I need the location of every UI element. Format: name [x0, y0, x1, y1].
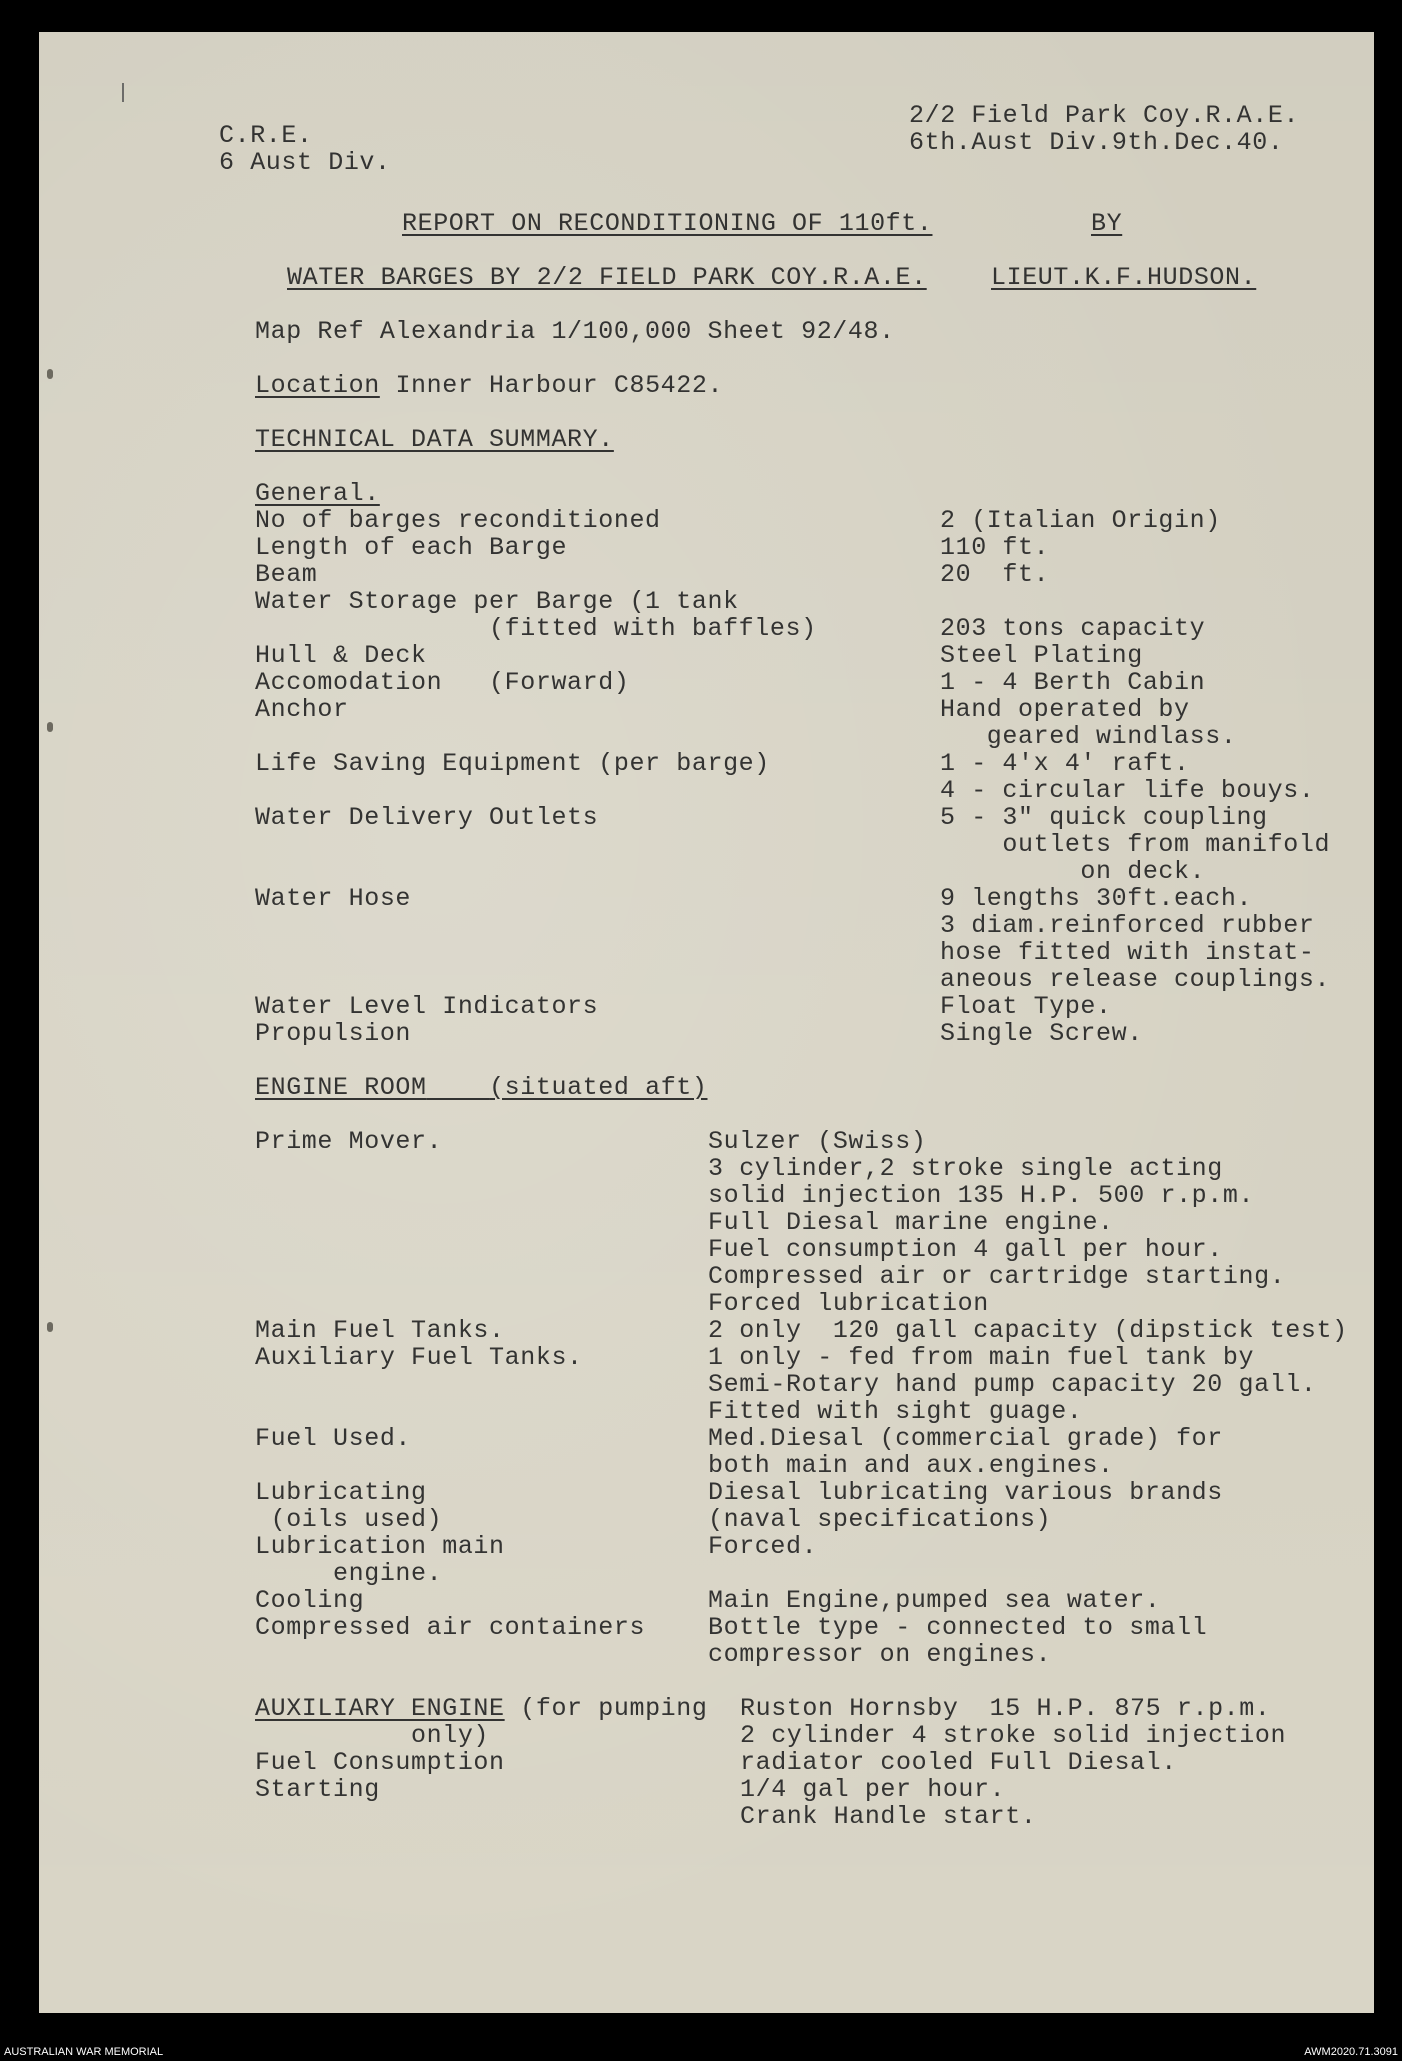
summary-heading: TECHNICAL DATA SUMMARY.	[255, 425, 614, 454]
engine-row-label: Lubricating (oils used) Lubrication main engine.	[255, 1478, 505, 1588]
engine-row-label: Prime Mover.	[255, 1127, 443, 1156]
general-row-value: 1 - 4'x 4' raft. 4 - circular life bouys.	[940, 749, 1315, 805]
general-row-value: 2 (Italian Origin)	[940, 506, 1221, 535]
general-row-label: Length of each Barge	[255, 533, 568, 562]
recipient-block: C.R.E. 6 Aust Div.	[219, 121, 391, 177]
general-row-label: Water Delivery Outlets	[255, 803, 599, 832]
location-line	[255, 372, 723, 399]
report-title-by: BY	[1091, 209, 1123, 238]
engine-room-heading: ENGINE ROOM	[255, 1073, 427, 1102]
report-title-line2: WATER BARGES BY 2/2 FIELD PARK COY.R.A.E.	[287, 263, 927, 292]
general-row-label: Life Saving Equipment (per barge)	[255, 749, 770, 778]
engine-row-value: Med.Diesal (commercial grade) for both main and aux.engines.	[708, 1424, 1223, 1480]
engine-room-note: (situated aft)	[489, 1073, 708, 1102]
document-page	[39, 32, 1374, 2013]
general-row-value: 9 lengths 30ft.each. 3 diam.reinforced rubber hose fitted with instat- aneous release couplings.	[940, 884, 1331, 994]
engine-row-value: 2 only 120 gall capacity (dipstick test) 1 only - fed from main fuel tank by Semi-Rotary hand pump capacity 20 gall. Fitted with sight guage.	[708, 1316, 1348, 1426]
general-row-value: 1 - 4 Berth Cabin	[940, 668, 1206, 697]
general-row-label: No of barges reconditioned	[255, 506, 661, 535]
general-row-value: 20 ft.	[940, 560, 1050, 589]
general-row-label: Water Hose	[255, 884, 412, 913]
engine-row-value: Diesal lubricating various brands (naval specifications) Forced.	[708, 1478, 1223, 1561]
location-label: Location	[255, 371, 380, 400]
margin-mark: |	[117, 82, 130, 105]
general-row-label: Anchor	[255, 695, 349, 724]
auxiliary-engine-note: (for pumping only)	[411, 1694, 708, 1750]
footer-accession-number: AWM2020.71.3091	[1304, 2046, 1398, 2058]
report-author: LIEUT.K.F.HUDSON.	[991, 263, 1257, 292]
punch-hole-mark	[47, 1322, 53, 1332]
engine-row-label: Cooling Compressed air containers	[255, 1586, 646, 1642]
general-row-value: 110 ft.	[940, 533, 1050, 562]
auxiliary-heading-line	[255, 1695, 707, 1749]
general-row-value: Steel Plating	[940, 641, 1143, 670]
general-row-value: Float Type. Single Screw.	[940, 992, 1143, 1048]
footer-credit: AUSTRALIAN WAR MEMORIAL	[4, 2046, 164, 2058]
general-row-label: Accomodation (Forward)	[255, 668, 630, 697]
general-row-value: 5 - 3" quick coupling outlets from manifold on deck.	[940, 803, 1331, 886]
map-reference: Map Ref Alexandria 1/100,000 Sheet 92/48.	[255, 317, 895, 346]
punch-hole-mark	[47, 722, 53, 732]
general-heading: General.	[255, 479, 380, 508]
general-row-value: 203 tons capacity	[940, 614, 1206, 643]
general-row-label: Hull & Deck	[255, 641, 427, 670]
sender-block: 2/2 Field Park Coy.R.A.E. 6th.Aust Div.9th.Dec.40.	[909, 101, 1300, 157]
engine-row-value: Main Engine,pumped sea water. Bottle type - connected to small compressor on engines.	[708, 1586, 1208, 1669]
general-row-label: Water Level Indicators Propulsion	[255, 992, 599, 1048]
engine-row-label: Main Fuel Tanks. Auxiliary Fuel Tanks.	[255, 1316, 583, 1372]
location-value: Inner Harbour C85422.	[395, 371, 724, 400]
auxiliary-row-labels: Fuel Consumption Starting	[255, 1748, 505, 1804]
general-row-label: Water Storage per Barge (1 tank (fitted with baffles)	[255, 587, 817, 643]
auxiliary-engine-value: Ruston Hornsby 15 H.P. 875 r.p.m. 2 cylinder 4 stroke solid injection radiator cooled Full Diesal. 1/4 gal per hour. Crank Handle start.	[740, 1694, 1287, 1831]
engine-row-value: Sulzer (Swiss) 3 cylinder,2 stroke single acting solid injection 135 H.P. 500 r.p.m. Full Diesal marine engine. Fuel consumption 4 gall per hour. Compressed air or cartridge starting. Forced lubrication	[708, 1127, 1286, 1318]
punch-hole-mark	[47, 369, 53, 379]
auxiliary-engine-heading: AUXILIARY ENGINE	[255, 1694, 505, 1723]
general-row-value: Hand operated by geared windlass.	[940, 695, 1237, 751]
general-row-label: Beam	[255, 560, 318, 589]
engine-row-label: Fuel Used.	[255, 1424, 412, 1453]
engine-room-heading-line	[255, 1074, 708, 1101]
report-title-line1: REPORT ON RECONDITIONING OF 110ft.	[402, 209, 933, 238]
